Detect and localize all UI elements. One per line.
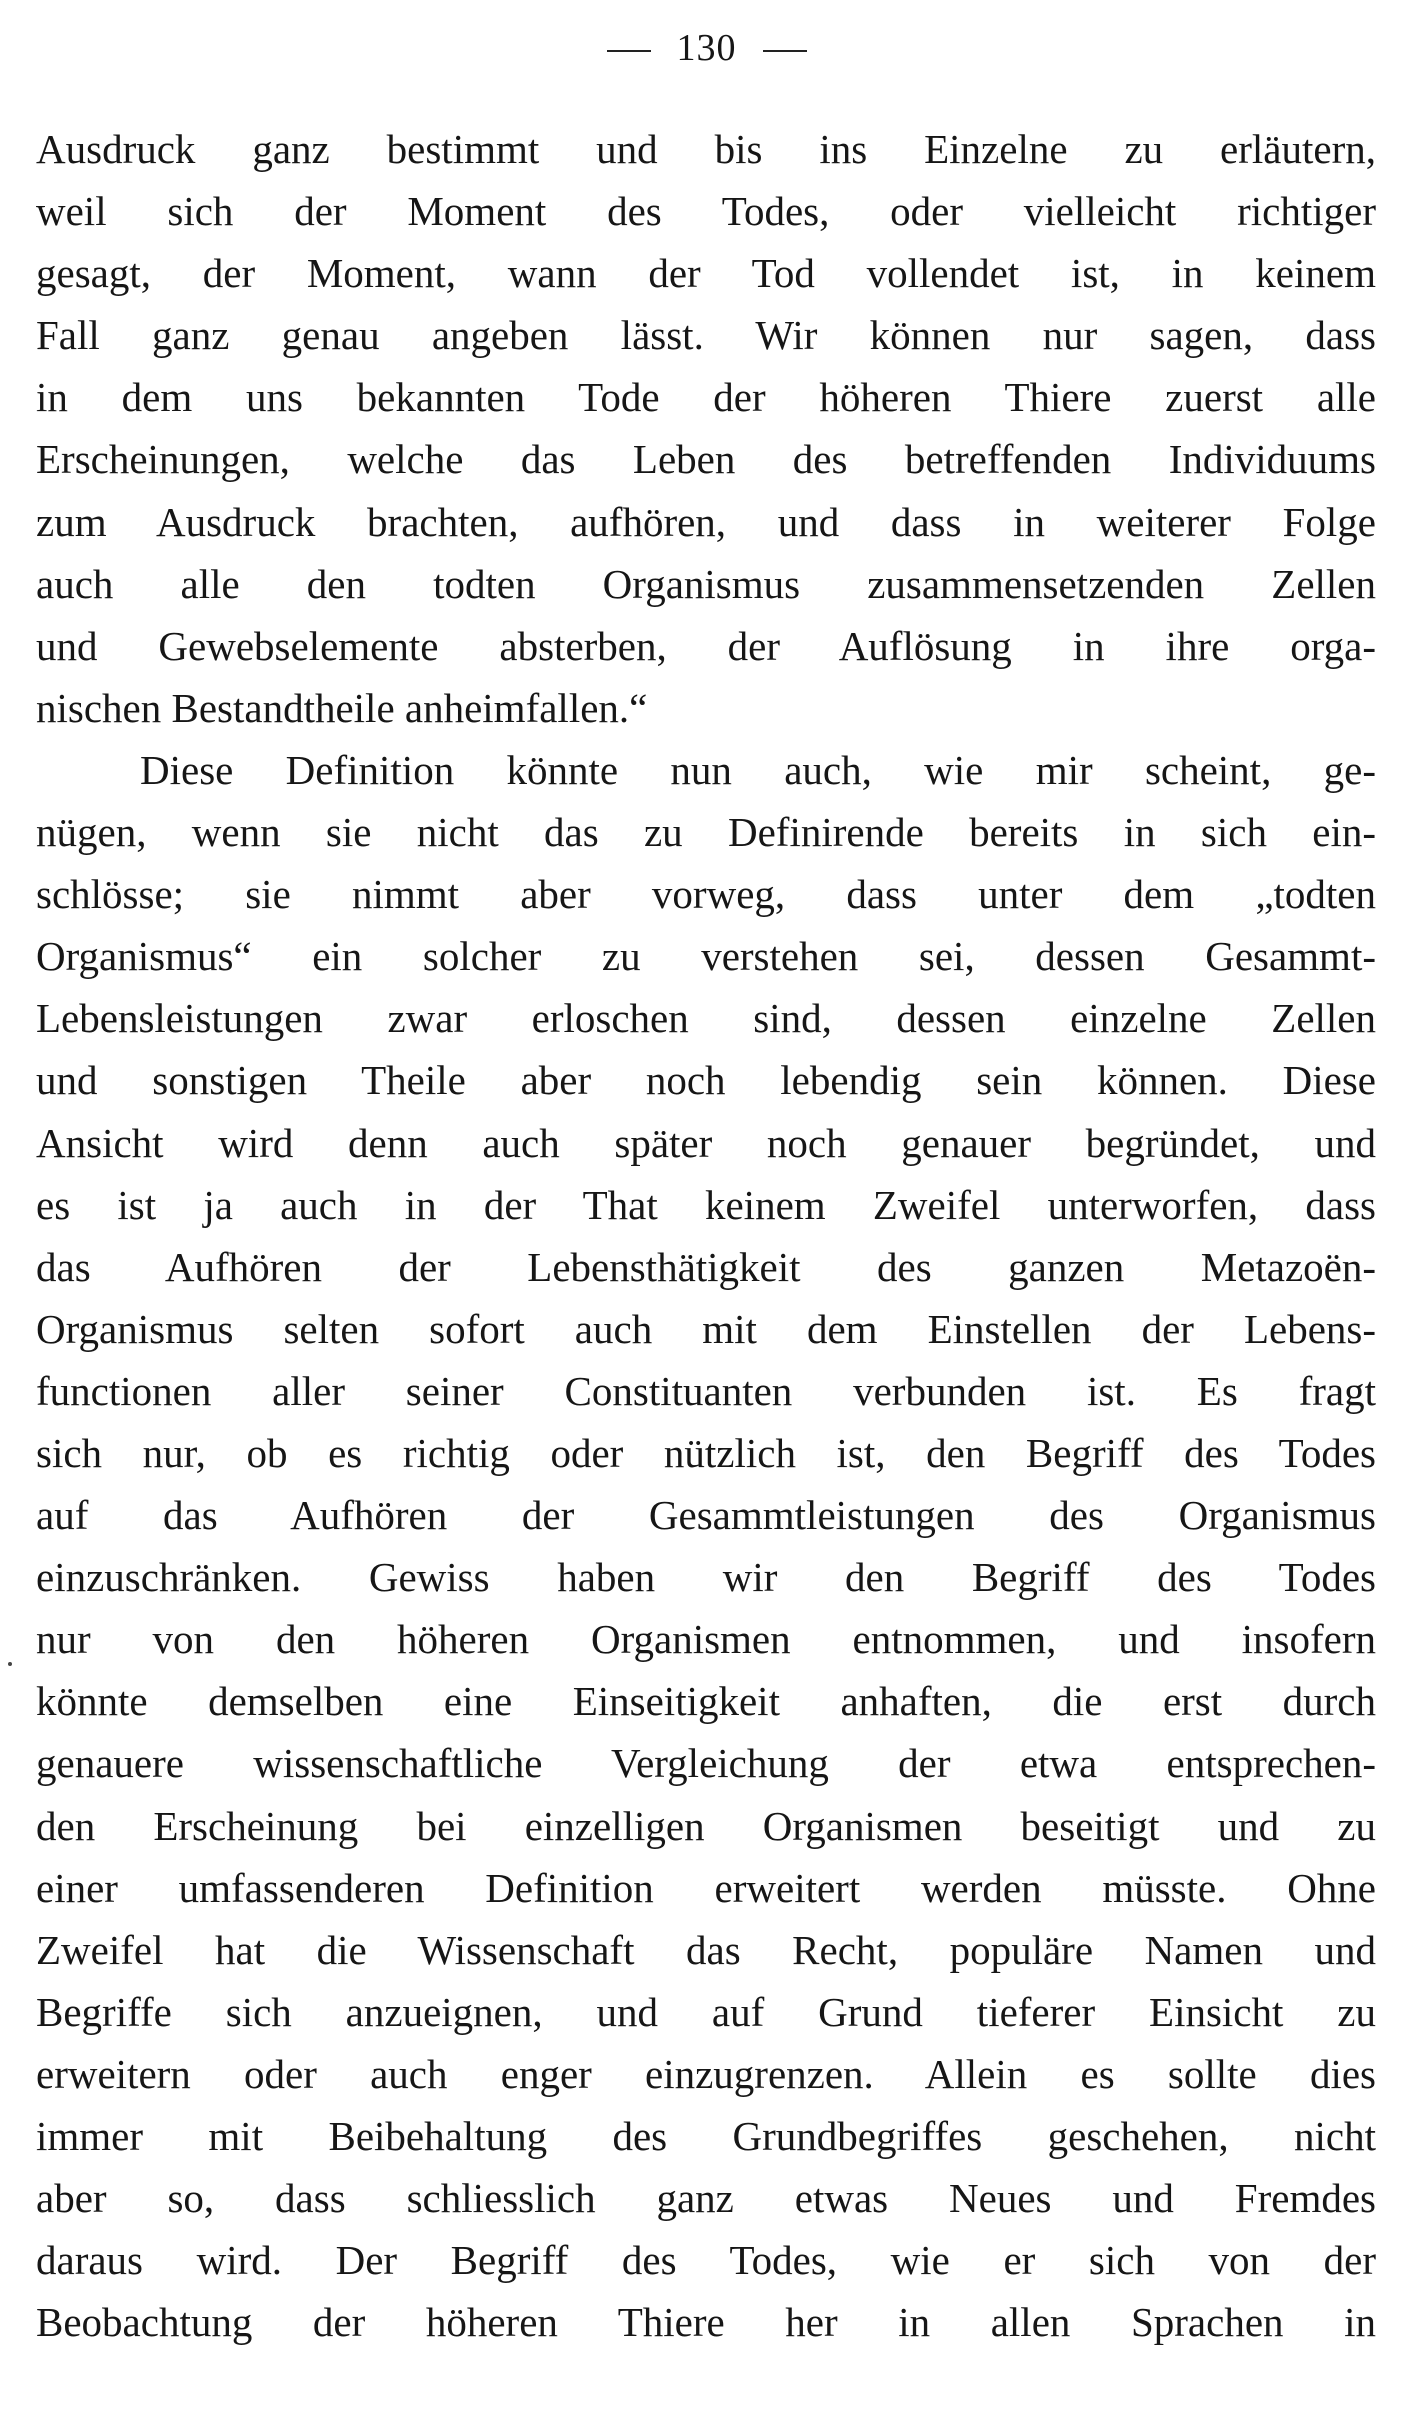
text-line: Begriffe sich anzueignen, und auf Grund tieferer Einsicht zu	[36, 1988, 1376, 2035]
text-line: auch alle den todten Organismus zusammensetzenden Zellen	[36, 560, 1376, 607]
text-line: daraus wird. Der Begriff des Todes, wie er sich von der	[36, 2237, 1376, 2284]
text-line: einzuschränken. Gewiss haben wir den Begriff des Todes	[36, 1554, 1376, 1601]
text-line: könnte demselben eine Einseitigkeit anhaften, die erst durch	[36, 1678, 1376, 1725]
text-line: weil sich der Moment des Todes, oder vielleicht richtiger	[36, 188, 1376, 235]
text-line: sich nur, ob es richtig oder nützlich ist, den Begriff des Todes	[36, 1429, 1376, 1476]
text-line: gesagt, der Moment, wann der Tod vollendet ist, in keinem	[36, 250, 1376, 297]
text-line: es ist ja auch in der That keinem Zweifel unterworfen, dass	[36, 1181, 1376, 1228]
text-line: den Erscheinung bei einzelligen Organismen beseitigt und zu	[36, 1802, 1376, 1849]
paragraph-start-line: Diese Definition könnte nun auch, wie mir scheint, ge-	[140, 746, 1376, 793]
text-line: Lebensleistungen zwar erloschen sind, dessen einzelne Zellen	[36, 995, 1376, 1042]
header-dash-right	[763, 50, 807, 52]
text-line: auf das Aufhören der Gesammtleistungen des Organismus	[36, 1492, 1376, 1539]
margin-mark	[8, 1662, 12, 1666]
text-line: und Gewebselemente absterben, der Auflösung in ihre orga-	[36, 622, 1376, 669]
text-line: Ansicht wird denn auch später noch genauer begründet, und	[36, 1119, 1376, 1166]
text-line: zum Ausdruck brachten, aufhören, und dass in weiterer Folge	[36, 498, 1376, 545]
text-line: nischen Bestandtheile anheimfallen.“	[36, 684, 648, 731]
text-line: erweitern oder auch enger einzugrenzen. Allein es sollte dies	[36, 2050, 1376, 2097]
page-header	[0, 18, 1413, 78]
body-text	[36, 118, 1376, 2353]
text-line: nur von den höheren Organismen entnommen, und insofern	[36, 1616, 1376, 1663]
text-line: genauere wissenschaftliche Vergleichung der etwa entsprechen-	[36, 1740, 1376, 1787]
text-line: Organismus“ ein solcher zu verstehen sei, dessen Gesammt-	[36, 933, 1376, 980]
page-number: 130	[676, 27, 737, 69]
text-line: das Aufhören der Lebensthätigkeit des ganzen Metazoën-	[36, 1243, 1376, 1290]
text-line: Erscheinungen, welche das Leben des betreffenden Individuums	[36, 436, 1376, 483]
text-line: in dem uns bekannten Tode der höheren Thiere zuerst alle	[36, 374, 1376, 421]
text-line: nügen, wenn sie nicht das zu Definirende bereits in sich ein-	[36, 809, 1376, 856]
text-line: functionen aller seiner Constituanten verbunden ist. Es fragt	[36, 1367, 1376, 1414]
text-line: immer mit Beibehaltung des Grundbegriffes geschehen, nicht	[36, 2113, 1376, 2159]
text-line: Zweifel hat die Wissenschaft das Recht, populäre Namen und	[36, 1926, 1376, 1973]
text-line: Beobachtung der höheren Thiere her in allen Sprachen in	[36, 2299, 1376, 2346]
text-line: Ausdruck ganz bestimmt und bis ins Einzelne zu erläutern,	[36, 126, 1376, 172]
text-line: aber so, dass schliesslich ganz etwas Neues und Fremdes	[36, 2175, 1376, 2222]
text-line: Organismus selten sofort auch mit dem Einstellen der Lebens-	[36, 1305, 1376, 1352]
text-line: schlösse; sie nimmt aber vorweg, dass unter dem „todten	[36, 871, 1376, 918]
text-line: und sonstigen Theile aber noch lebendig sein können. Diese	[36, 1057, 1376, 1104]
text-line: einer umfassenderen Definition erweitert werden müsste. Ohne	[36, 1864, 1376, 1911]
header-dash-left	[607, 50, 651, 52]
text-line: Fall ganz genau angeben lässt. Wir können nur sagen, dass	[36, 312, 1376, 359]
